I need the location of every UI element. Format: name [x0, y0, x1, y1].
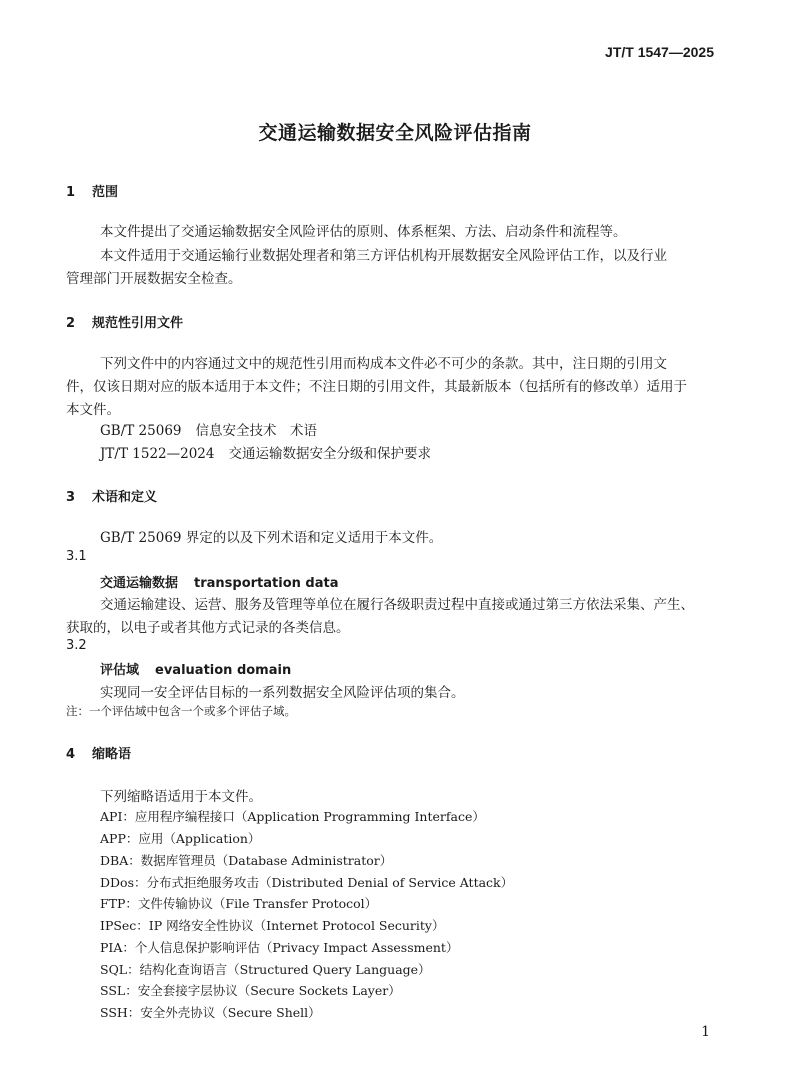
- abbreviation-item: API：应用程序编程接口（Application Programming Interface）: [100, 809, 485, 824]
- term-en: evaluation domain: [155, 663, 292, 678]
- term-number: 3.2: [66, 638, 87, 653]
- section-number: 2: [66, 316, 76, 331]
- term-zh: 评估域: [100, 663, 140, 678]
- abbreviation-item: SSL：安全套接字层协议（Secure Sockets Layer）: [100, 983, 401, 998]
- term-definition: 交通运输建设、运营、服务及管理等单位在履行各级职责过程中直接或通过第三方依法采集、产生、: [100, 597, 694, 613]
- section-title: 缩略语: [92, 747, 132, 762]
- abbreviation-item: DBA：数据库管理员（Database Administrator）: [100, 853, 393, 868]
- abbreviation-item: SQL：结构化查询语言（Structured Query Language）: [100, 962, 431, 977]
- document-title: 交通运输数据安全风险评估指南: [258, 122, 532, 144]
- paragraph: GB/T 25069 界定的以及下列术语和定义适用于本文件。: [100, 530, 443, 546]
- term-note: 注：一个评估域中包含一个或多个评估子域。: [66, 704, 296, 718]
- standard-code: JT/T 1547—2025: [605, 44, 714, 60]
- term-heading: [100, 659, 291, 678]
- reference-title: 交通运输数据安全分级和保护要求: [228, 446, 431, 462]
- paragraph-continuation: 管理部门开展数据安全检查。: [66, 271, 242, 287]
- section-number: 3: [66, 490, 76, 505]
- page-number: 1: [701, 1024, 710, 1040]
- paragraph: 下列缩略语适用于本文件。: [100, 789, 262, 805]
- paragraph: 下列文件中的内容通过文中的规范性引用而构成本文件必不可少的条款。其中，注日期的引用文: [100, 356, 667, 372]
- abbreviation-item: SSH：安全外壳协议（Secure Shell）: [100, 1005, 321, 1020]
- term-heading: [100, 572, 339, 591]
- paragraph-continuation: 本文件。: [66, 402, 120, 418]
- term-en: transportation data: [194, 576, 339, 591]
- reference-title: 信息安全技术 术语: [195, 423, 317, 439]
- abbreviation-item: FTP：文件传输协议（File Transfer Protocol）: [100, 896, 378, 911]
- abbreviation-item: DDos：分布式拒绝服务攻击（Distributed Denial of Service Attack）: [100, 875, 514, 890]
- term-definition-continuation: 获取的，以电子或者其他方式记录的各类信息。: [66, 620, 350, 636]
- term-definition: 实现同一安全评估目标的一系列数据安全风险评估项的集合。: [100, 685, 465, 701]
- reference-code: JT/T 1522—2024: [100, 446, 215, 462]
- reference-item: [100, 442, 431, 462]
- section-3-heading: [66, 486, 157, 505]
- paragraph-continuation: 件，仅该日期对应的版本适用于本文件；不注日期的引用文件，其最新版本（包括所有的修改单）适用于: [66, 379, 687, 395]
- reference-item: [100, 419, 317, 439]
- section-2-heading: [66, 312, 183, 331]
- section-title: 术语和定义: [92, 490, 158, 505]
- paragraph: 本文件提出了交通运输数据安全风险评估的原则、体系框架、方法、启动条件和流程等。: [100, 224, 627, 240]
- reference-code: GB/T 25069: [100, 423, 182, 439]
- term-zh: 交通运输数据: [100, 576, 179, 591]
- section-number: 1: [66, 185, 76, 200]
- section-1-heading: [66, 181, 118, 200]
- abbreviation-item: PIA：个人信息保护影响评估（Privacy Impact Assessment）: [100, 940, 459, 955]
- section-4-heading: [66, 743, 131, 762]
- section-title: 规范性引用文件: [92, 316, 184, 331]
- paragraph: 本文件适用于交通运输行业数据处理者和第三方评估机构开展数据安全风险评估工作，以及行业: [100, 248, 667, 264]
- section-title: 范围: [92, 185, 119, 200]
- term-number: 3.1: [66, 549, 87, 564]
- abbreviation-item: APP：应用（Application）: [100, 831, 261, 846]
- section-number: 4: [66, 747, 76, 762]
- abbreviation-item: IPSec：IP 网络安全性协议（Internet Protocol Security）: [100, 918, 445, 933]
